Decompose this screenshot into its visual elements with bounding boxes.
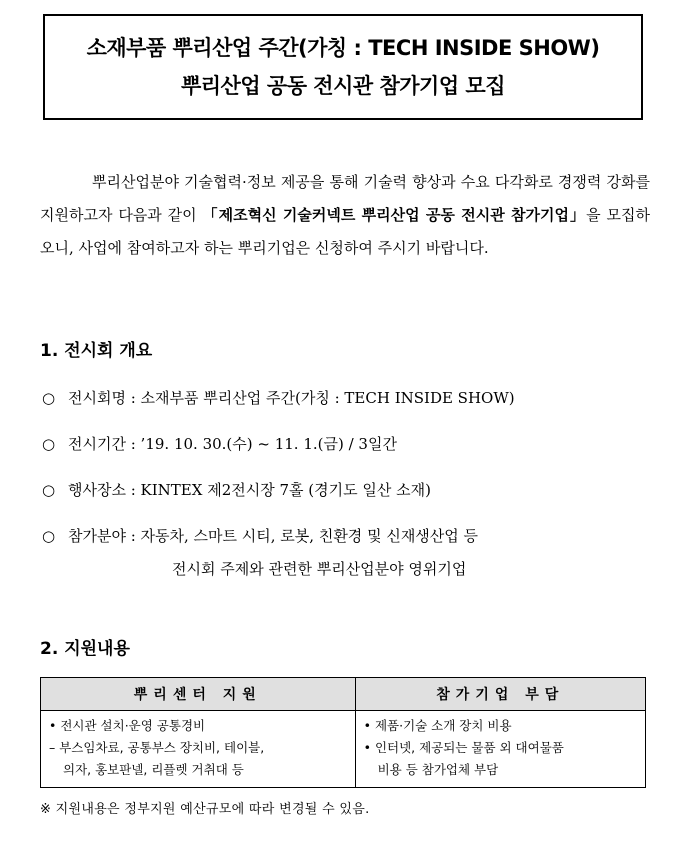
fields-continuation: 전시회 주제와 관련한 뿌리산업분야 영위기업 (172, 560, 467, 578)
exhibition-venue: 행사장소 : KINTEX 제2전시장 7홀 (경기도 일산 소재) (68, 481, 431, 499)
company-burden-line-3: 비용 등 참가업체 부담 (377, 762, 499, 777)
title-box (43, 14, 643, 120)
center-support-line-3: 의자, 홍보판넬, 리플렛 거취대 등 (63, 762, 244, 777)
company-burden-line-2: • 인터넷, 제공되는 물품 외 대여물품 (363, 740, 564, 755)
header-center-support: 뿌리센터 지원 (41, 678, 356, 711)
support-table (40, 677, 646, 788)
center-support-line-1: • 전시관 설치·운영 공통경비 (49, 718, 206, 733)
center-support-line-2: – 부스임차료, 공통부스 장치비, 테이블, (49, 740, 265, 755)
title-line-1: 소재부품 뿌리산업 주간(가칭 : TECH INSIDE SHOW) (86, 36, 600, 60)
fields-text: 참가분야 : 자동차, 스마트 시티, 로봇, 친환경 및 신재생산업 등 (68, 527, 479, 545)
intro-text-before: 뿌리산업분야 기술협력·정보 제공을 통해 기술력 향상과 수요 다각화로 경쟁력 강화를 지원하고자 다음과 같이 (40, 173, 650, 224)
company-burden-cell (355, 711, 645, 788)
overview-list (42, 386, 652, 603)
list-item (42, 432, 652, 456)
section1-heading: 1. 전시회 개요 (40, 341, 153, 361)
exhibition-period: 전시기간 : ’19. 10. 30.(수) ~ 11. 1.(금) / 3일간 (68, 435, 397, 453)
list-item (42, 478, 652, 502)
exhibition-name: 전시회명 : 소재부품 뿌리산업 주간(가칭 : TECH INSIDE SHOW) (68, 389, 515, 407)
intro-paragraph (40, 166, 650, 265)
footnote: ※ 지원내용은 정부지원 예산규모에 따라 변경될 수 있음. (40, 802, 370, 817)
list-item (42, 386, 652, 410)
center-support-cell (41, 711, 356, 788)
circle-bullet: ○ (42, 389, 56, 407)
circle-bullet: ○ (42, 435, 56, 453)
section2-heading: 2. 지원내용 (40, 639, 130, 659)
exhibition-fields (68, 524, 652, 581)
intro-emphasis: 「제조혁신 기술커넥트 뿌리산업 공동 전시관 참가기업」 (202, 206, 587, 224)
title-line-2: 뿌리산업 공동 전시관 참가기업 모집 (180, 74, 506, 98)
header-company-burden: 참가기업 부담 (355, 678, 645, 711)
intro-text-after: 을 모집하오니, 사업에 참여하고자 하는 뿌리기업은 신청하여 주시기 바랍니다. (40, 206, 650, 257)
circle-bullet: ○ (42, 527, 56, 545)
company-burden-line-1: • 제품·기술 소개 장치 비용 (363, 718, 512, 733)
list-item (42, 524, 652, 581)
circle-bullet: ○ (42, 481, 56, 499)
